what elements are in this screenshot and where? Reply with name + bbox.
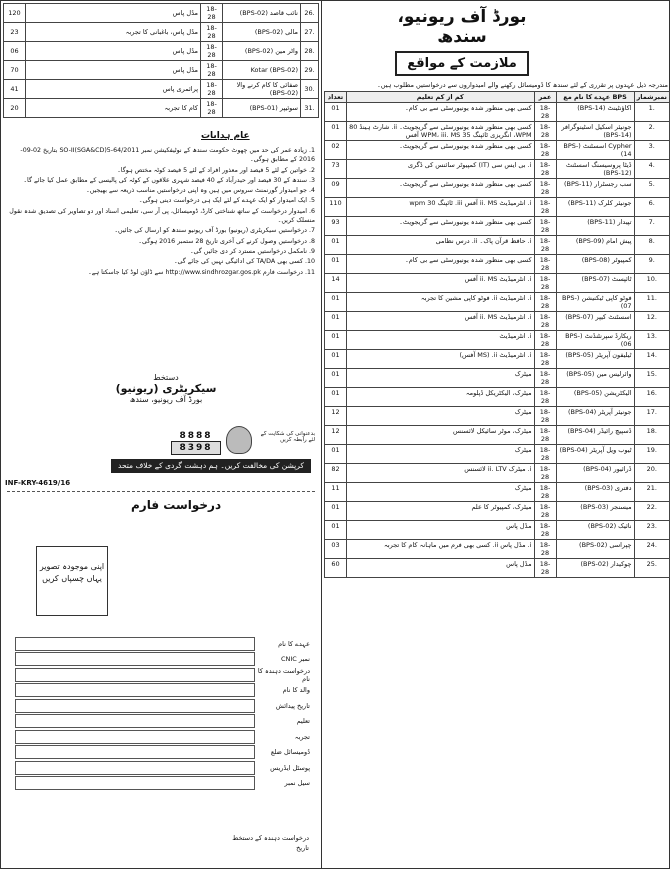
job-post: ٹیلیفون آپریٹر (BPS-05) <box>556 350 634 369</box>
job-age: 18-28 <box>534 445 556 464</box>
rule-item: 10. کسی بھی TA/DA کی ادائیگی نہیں کی جائے گی۔ <box>173 258 315 266</box>
job-post: ٹیوب ویل آپریٹر (BPS-04) <box>556 445 634 464</box>
header <box>372 7 552 77</box>
job-post: نائب قاصد (BPS-02) <box>223 4 301 23</box>
job-qualification: i. انٹرمیڈیٹ ii. MS آفس <box>347 312 535 331</box>
header-sn: نمبرشمار <box>634 92 669 103</box>
job-serial: 18. <box>634 426 669 445</box>
job-serial: 10. <box>634 274 669 293</box>
job-qualification: کسی بھی منظور شدہ یونیورسٹی سے بی کام۔ <box>347 103 535 122</box>
job-post: جونیئر کلرک (BPS-11) <box>556 198 634 217</box>
job-post: ڈرائیور (BPS-04) <box>556 464 634 483</box>
job-post: سب رجسٹرار (BPS-11) <box>556 179 634 198</box>
job-qualification: کسی بھی منظور شدہ یونیورسٹی سے گریجویٹ۔ ii. شارٹ ہینڈ 80 WPM، انگریزی ٹائپنگ 35 WPM، iii. MS آفس <box>347 122 535 141</box>
form-field-input[interactable] <box>15 745 255 759</box>
table-row <box>325 540 670 559</box>
form-row <box>13 714 313 730</box>
job-qualification: میٹرک، الیکٹریکل ڈپلومہ <box>347 388 535 407</box>
job-age: 18-28 <box>534 141 556 160</box>
form-row <box>13 652 313 668</box>
job-serial: 31. <box>301 99 319 118</box>
left-section <box>1 1 321 869</box>
job-count: 14 <box>325 274 347 293</box>
job-serial: 15. <box>634 369 669 388</box>
job-serial: 20. <box>634 464 669 483</box>
rule-item: 2. خواتین کے لئے 5 فیصد اور معذور افراد کے لئے 5 فیصد کوٹہ مختص ہوگا۔ <box>117 166 315 174</box>
job-count: 11 <box>325 483 347 502</box>
job-age: 18-28 <box>534 312 556 331</box>
job-count: 12 <box>325 407 347 426</box>
rule-item: 1. زیادہ عمر کی حد میں چھوٹ حکومت سندھ کے نوٹیفکیشن نمبر SO-II(SGA&CD)5-64/2011 بتاریخ 02-09-2016 کے مطابق ہوگی۔ <box>20 147 315 164</box>
form-row <box>13 745 313 761</box>
job-count: 01 <box>325 103 347 122</box>
job-post: پیش امام (BPS-09) <box>556 236 634 255</box>
job-age: 18-28 <box>534 388 556 407</box>
rule-item: 4. جو امیدوار گورنمنٹ سروس میں ہیں وہ اپنی درخواستیں مناسب ذریعہ سے بھیجیں۔ <box>86 187 315 195</box>
job-count: 01 <box>325 521 347 540</box>
job-post: میسنجر (BPS-03) <box>556 502 634 521</box>
job-count: 01 <box>325 255 347 274</box>
job-serial: 26. <box>301 4 319 23</box>
job-serial: 5. <box>634 179 669 198</box>
job-count: 03 <box>325 540 347 559</box>
table-row <box>325 293 670 312</box>
job-serial: 27. <box>301 23 319 42</box>
job-count: 93 <box>325 217 347 236</box>
job-post: اکاؤنٹینٹ (BPS-14) <box>556 103 634 122</box>
job-serial: 16. <box>634 388 669 407</box>
job-qualification: میٹرک <box>347 483 535 502</box>
table-row <box>325 179 670 198</box>
jobs-continued-table <box>3 3 319 118</box>
form-date-label: تاریخ <box>296 844 309 852</box>
job-age: 18-28 <box>201 99 223 118</box>
job-age: 18-28 <box>534 198 556 217</box>
form-field-input[interactable] <box>15 668 255 682</box>
table-row <box>325 236 670 255</box>
job-post: دفتری (BPS-03) <box>556 483 634 502</box>
job-count: 70 <box>4 61 26 80</box>
table-row <box>4 4 319 23</box>
form-field-input[interactable] <box>15 776 255 790</box>
form-field-label: درخواست دہندہ کا نام <box>257 666 310 683</box>
photo-text-line1: اپنی موجودہ تصویر <box>39 562 105 571</box>
job-count: 120 <box>4 4 26 23</box>
job-age: 18-28 <box>534 122 556 141</box>
job-qualification: کام کا تجربہ <box>26 99 201 118</box>
helpline-top-digits: 8888 <box>179 431 213 441</box>
table-row <box>4 23 319 42</box>
job-post: الیکٹریشن (BPS-05) <box>556 388 634 407</box>
job-qualification: i. انٹرمیڈیٹ ii. MS آفس <box>347 274 535 293</box>
job-serial: 14. <box>634 350 669 369</box>
table-row <box>4 42 319 61</box>
form-title: درخواست فارم <box>131 498 222 512</box>
job-count: 01 <box>325 293 347 312</box>
form-row <box>13 760 313 776</box>
job-serial: 4. <box>634 160 669 179</box>
form-field-label: والد کا نام <box>282 686 310 695</box>
header-age: عمر <box>534 92 556 103</box>
job-qualification: کسی بھی منظور شدہ یونیورسٹی سے بی کام۔ <box>347 255 535 274</box>
job-post: سوئیپر (BPS-01) <box>223 99 301 118</box>
form-field-label: عہدے کا نام <box>278 639 310 648</box>
rules-list <box>7 146 315 278</box>
form-field-input[interactable] <box>15 683 255 697</box>
helpline-note: بدعنوانی کی شکایت کے لئے رابطہ کریں <box>260 431 315 443</box>
job-qualification: i. انٹرمیڈیٹ ii. (MS آفس) <box>347 350 535 369</box>
job-qualification: مڈل پاس <box>347 521 535 540</box>
form-field-label: سیل نمبر <box>284 779 310 788</box>
job-post: صفائی کا کام کرنے والا (BPS-02) <box>223 80 301 99</box>
table-row <box>325 388 670 407</box>
form-field-input[interactable] <box>15 652 255 666</box>
table-row <box>325 483 670 502</box>
form-row <box>13 683 313 699</box>
job-serial: 28. <box>301 42 319 61</box>
form-field-input[interactable] <box>15 714 255 728</box>
job-post: تپیدار (BPS-11) <box>556 217 634 236</box>
job-post: ڈیٹا پروسیسنگ اسسٹنٹ (BPS-12) <box>556 160 634 179</box>
job-age: 18-28 <box>201 61 223 80</box>
signature-mark: دستخط <box>153 373 179 382</box>
table-row <box>325 502 670 521</box>
job-post: فوٹو کاپی ٹیکنیشن (BPS-07) <box>556 293 634 312</box>
job-serial: 6. <box>634 198 669 217</box>
table-row <box>325 312 670 331</box>
form-field-label: پوسٹل ایڈریس <box>270 763 310 772</box>
job-count: 01 <box>325 122 347 141</box>
job-qualification: میٹرک <box>347 407 535 426</box>
job-age: 18-28 <box>534 540 556 559</box>
job-age: 18-28 <box>534 236 556 255</box>
job-age: 18-28 <box>201 42 223 61</box>
job-qualification: i. انٹرمیڈیٹ ii. فوٹو کاپی مشین کا تجربہ <box>347 293 535 312</box>
job-age: 18-28 <box>534 483 556 502</box>
helpline-digits: 8398 <box>171 441 221 455</box>
job-age: 18-28 <box>534 426 556 445</box>
job-qualification: کسی بھی منظور شدہ یونیورسٹی سے گریجویٹ۔ <box>347 141 535 160</box>
job-serial: 8. <box>634 236 669 255</box>
applicant-signature-label: درخواست دہندہ کے دستخط <box>232 834 309 842</box>
table-row <box>325 103 670 122</box>
job-qualification: i. بی ایس سی (IT) کمپیوٹر سائنس کی ڈگری <box>347 160 535 179</box>
job-age: 18-28 <box>534 274 556 293</box>
job-count: 20 <box>4 99 26 118</box>
job-age: 18-28 <box>534 521 556 540</box>
job-serial: 22. <box>634 502 669 521</box>
job-post: واٹر مین (BPS-02) <box>223 42 301 61</box>
job-age: 18-28 <box>534 331 556 350</box>
job-post: مالی (BPS-02) <box>223 23 301 42</box>
table-row <box>4 80 319 99</box>
jobs-continued-body <box>4 4 319 118</box>
job-post: ڈسپیچ رائیڈر (BPS-04) <box>556 426 634 445</box>
form-field-input[interactable] <box>15 637 255 651</box>
job-age: 18-28 <box>201 23 223 42</box>
job-post: جونیئر آپریٹر (BPS-04) <box>556 407 634 426</box>
job-serial: 21. <box>634 483 669 502</box>
table-row <box>325 217 670 236</box>
job-post: جونیئر اسکیل اسٹینوگرافر (BPS-14) <box>556 122 634 141</box>
form-field-label: تعلیم <box>296 717 310 726</box>
job-serial: 24. <box>634 540 669 559</box>
job-qualification: میٹرک <box>347 369 535 388</box>
signatory-org: بورڈ آف ریونیو، سندھ <box>129 395 203 404</box>
reference-number: INF-KRY-4619/16 <box>5 479 71 487</box>
job-count: 01 <box>325 350 347 369</box>
jobs-table-header <box>325 92 670 103</box>
job-serial: 2. <box>634 122 669 141</box>
job-age: 18-28 <box>534 179 556 198</box>
header-count: تعداد <box>325 92 347 103</box>
table-row <box>325 141 670 160</box>
table-row <box>325 274 670 293</box>
job-age: 18-28 <box>534 103 556 122</box>
signature-block <box>111 373 221 404</box>
header-qual: کم از کم تعلیم <box>347 92 535 103</box>
job-qualification: میٹرک <box>347 445 535 464</box>
rule-item: 9. نامکمل درخواستیں مسترد کر دی جائیں گی۔ <box>189 247 315 255</box>
job-count: 12 <box>325 426 347 445</box>
job-serial: 23. <box>634 521 669 540</box>
form-row <box>13 636 313 652</box>
job-count: 41 <box>4 80 26 99</box>
job-post: چپراسی (BPS-02) <box>556 540 634 559</box>
job-count: 01 <box>325 331 347 350</box>
job-count: 01 <box>325 445 347 464</box>
job-qualification: i. حافظ قرآن پاک۔ ii. درس نظامی <box>347 236 535 255</box>
job-count: 82 <box>325 464 347 483</box>
job-serial: 25. <box>634 559 669 578</box>
form-row <box>13 729 313 745</box>
job-qualification: i. مڈل پاس ii. کسی بھی فرم میں ماہانہ کام کا تجربہ <box>347 540 535 559</box>
table-row <box>325 122 670 141</box>
table-row <box>325 369 670 388</box>
form-row <box>13 667 313 683</box>
job-age: 18-28 <box>534 464 556 483</box>
job-count: 01 <box>325 236 347 255</box>
job-post: نائیک (BPS-02) <box>556 521 634 540</box>
form-field-input[interactable] <box>15 730 255 744</box>
rules-title: عام ہدایات <box>201 131 250 141</box>
job-serial: 9. <box>634 255 669 274</box>
job-serial: 17. <box>634 407 669 426</box>
job-count: 60 <box>325 559 347 578</box>
intro-text: مندرجہ ذیل عہدوں پر تقرری کے لئے سندھ کا ڈومیسائل رکھنے والے امیدواروں سے درخواستیں مطلوب ہیں۔ <box>376 81 668 89</box>
job-count: 23 <box>4 23 26 42</box>
job-post: اسسٹنٹ کیپر (BPS-07) <box>556 312 634 331</box>
job-count: 01 <box>325 312 347 331</box>
table-row <box>325 464 670 483</box>
photo-placeholder[interactable] <box>36 546 108 616</box>
job-qualification: میٹرک، موٹر سائیکل لائسنس <box>347 426 535 445</box>
job-qualification: i. میٹرک ii. LTV لائسنس <box>347 464 535 483</box>
rule-item: 7. درخواستیں سیکریٹری (ریونیو) بورڈ آف ریونیو سندھ کو ارسال کی جائیں۔ <box>114 227 315 235</box>
job-post: ٹائپسٹ (BPS-07) <box>556 274 634 293</box>
job-post: Cypher اسسٹنٹ (BPS-14) <box>556 141 634 160</box>
cut-line-divider <box>7 491 315 492</box>
job-age: 18-28 <box>534 350 556 369</box>
rule-item: 6. امیدوار درخواست کے ساتھ شناختی کارڈ، ڈومیسائل، پی آر سی، تعلیمی اسناد اور دو تصاویر کی تصدیق شدہ نقول منسلک کریں۔ <box>9 207 315 225</box>
table-row <box>325 350 670 369</box>
job-count: 73 <box>325 160 347 179</box>
table-row <box>325 559 670 578</box>
rule-item: 8. درخواستیں وصول کرنے کی آخری تاریخ 28 ستمبر 2016 ہوگی۔ <box>138 237 315 245</box>
job-count: 01 <box>325 388 347 407</box>
job-count: 06 <box>4 42 26 61</box>
job-qualification: میٹرک، کمپیوٹر کا علم <box>347 502 535 521</box>
anti-corruption-slogan: کرپشن کی مخالفت کریں۔ ہم دہشت گردی کے خلاف متحد ہیں۔ <box>111 459 311 473</box>
mascot-icon <box>226 426 252 454</box>
rule-item: 5. ایک امیدوار کو ایک عہدے کے لئے ایک ہی درخواست دینی ہوگی۔ <box>138 197 315 205</box>
jobs-table <box>324 91 670 578</box>
job-serial: 7. <box>634 217 669 236</box>
photo-text-line2: یہاں چسپاں کریں <box>42 574 102 583</box>
jobs-table-body <box>325 103 670 578</box>
table-row <box>4 61 319 80</box>
job-serial: 3. <box>634 141 669 160</box>
job-age: 18-28 <box>534 255 556 274</box>
page-subtitle: ملازمت کے مواقع <box>395 51 529 76</box>
job-qualification: i. انٹرمیڈیٹ <box>347 331 535 350</box>
job-qualification: پرائمری پاس <box>26 80 201 99</box>
table-row <box>325 445 670 464</box>
job-qualification: کسی بھی منظور شدہ یونیورسٹی سے گریجویٹ۔ <box>347 217 535 236</box>
job-count: 09 <box>325 179 347 198</box>
table-row <box>325 426 670 445</box>
page-title: بورڈ آف ریونیو، سندھ <box>397 7 527 47</box>
table-row <box>4 99 319 118</box>
table-row <box>325 198 670 217</box>
form-row <box>13 776 313 792</box>
form-field-label: CNIC نمبر <box>280 655 310 664</box>
job-serial: 19. <box>634 445 669 464</box>
job-age: 18-28 <box>534 559 556 578</box>
job-post: ریکارڈ سپرنٹنڈنٹ (BPS-06) <box>556 331 634 350</box>
job-qualification: مڈل پاس <box>26 42 201 61</box>
job-serial: 13. <box>634 331 669 350</box>
form-field-label: ڈومیسائل ضلع <box>270 748 310 757</box>
job-age: 18-28 <box>534 293 556 312</box>
job-post: وائرلیس مین (BPS-05) <box>556 369 634 388</box>
form-field-label: تاریخ پیدائش <box>275 701 310 710</box>
job-age: 18-28 <box>534 407 556 426</box>
job-serial: 1. <box>634 103 669 122</box>
job-age: 18-28 <box>534 160 556 179</box>
job-age: 18-28 <box>201 80 223 99</box>
form-footer <box>19 833 309 853</box>
job-post: چوکیدار (BPS-02) <box>556 559 634 578</box>
job-qualification: کسی بھی منظور شدہ یونیورسٹی سے گریجویٹ۔ <box>347 179 535 198</box>
rule-item: 3. سندھ کے 30 فیصد اور حیدرآباد کے 40 فیصد شہری علاقوں کے کوٹہ کی پالیسی کے مطابق عمل کیا جائے گا۔ <box>23 176 315 184</box>
job-qualification: مڈل پاس <box>26 4 201 23</box>
table-row <box>325 521 670 540</box>
job-post: کمپیوٹر (BPS-08) <box>556 255 634 274</box>
job-age: 18-28 <box>201 4 223 23</box>
job-age: 18-28 <box>534 217 556 236</box>
job-qualification: i. انٹرمیڈیٹ ii. MS آفس iii. ٹائپنگ 30 wpm <box>347 198 535 217</box>
job-age: 18-28 <box>534 369 556 388</box>
job-qualification: مڈل پاس <box>347 559 535 578</box>
form-field-label: تجربہ <box>294 732 310 741</box>
header-post: عہدے کا نام مع BPS <box>556 92 634 103</box>
job-count: 02 <box>325 141 347 160</box>
helpline-number <box>171 431 221 455</box>
form-row <box>13 698 313 714</box>
job-qualification: مڈل پاس، باغبانی کا تجربہ <box>26 23 201 42</box>
table-row <box>325 160 670 179</box>
job-serial: 12. <box>634 312 669 331</box>
table-row <box>325 331 670 350</box>
job-serial: 11. <box>634 293 669 312</box>
job-serial: 30. <box>301 80 319 99</box>
jobs-section <box>321 1 670 869</box>
job-count: 01 <box>325 369 347 388</box>
signatory-title: سیکریٹری (ریونیو) <box>115 382 217 395</box>
application-form <box>13 636 313 791</box>
form-field-input[interactable] <box>15 761 255 775</box>
job-serial: 29. <box>301 61 319 80</box>
table-row <box>325 255 670 274</box>
job-count: 01 <box>325 502 347 521</box>
rule-item: 11. درخواست فارم http://www.sindhrozgar.gos.pk سے ڈاؤن لوڈ کیا جاسکتا ہے۔ <box>88 268 315 276</box>
job-post: Kotar (BPS-02) <box>223 61 301 80</box>
job-qualification: مڈل پاس <box>26 61 201 80</box>
table-row <box>325 407 670 426</box>
form-field-input[interactable] <box>15 699 255 713</box>
job-age: 18-28 <box>534 502 556 521</box>
job-count: 110 <box>325 198 347 217</box>
